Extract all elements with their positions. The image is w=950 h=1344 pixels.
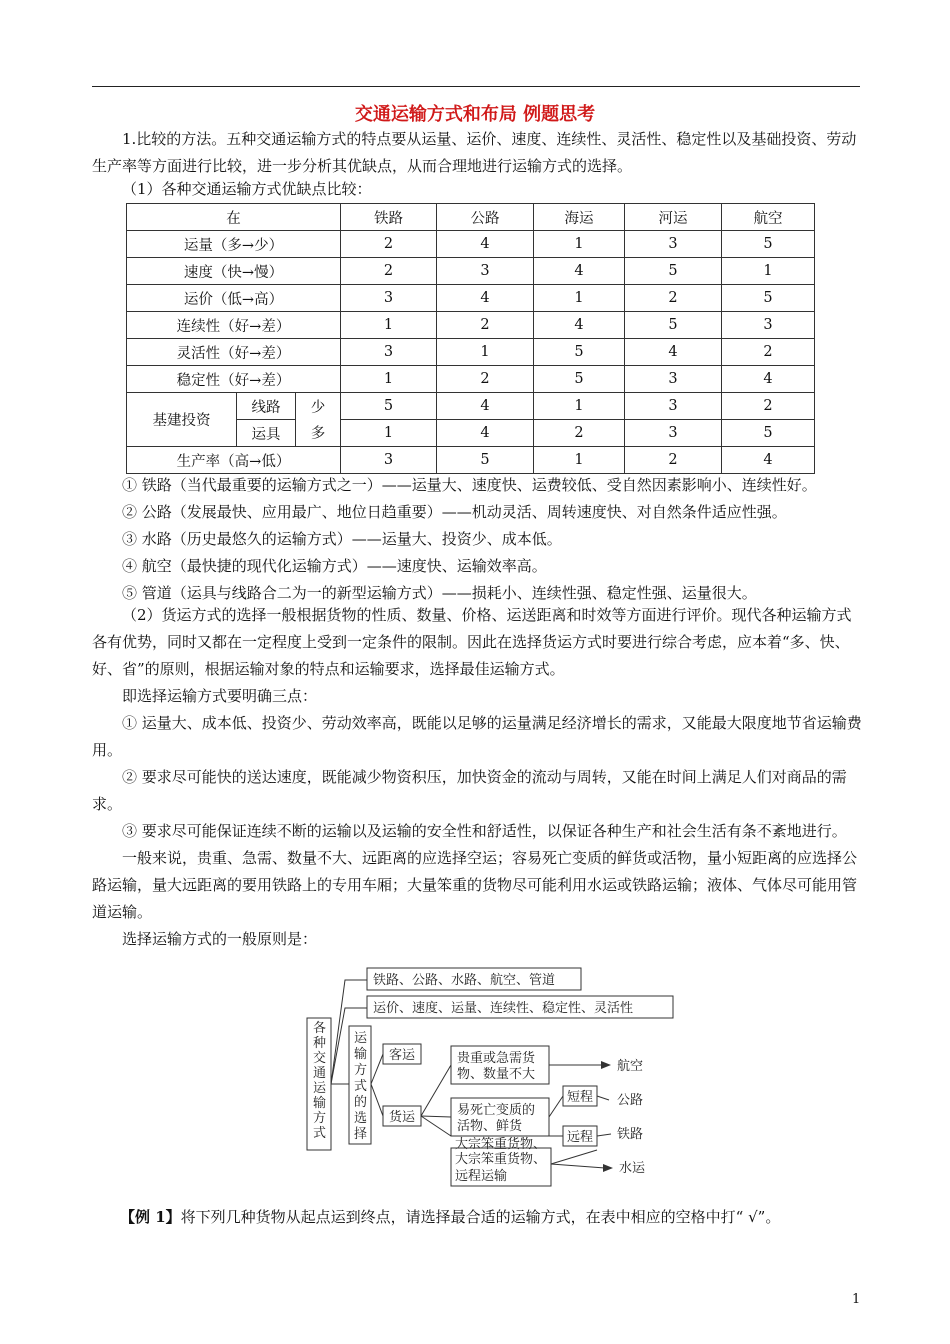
subtitle-1-text: （1）各种交通运输方式优缺点比较： [122,180,372,198]
table-cell: 3 [341,447,437,474]
intro-text: 1.比较的方法。五种交通运输方式的特点要从运量、运价、速度、连续性、灵活性、稳定性以及基础投资、劳动生产率等方面进行比较，进一步分析其优缺点，从而合理地进行运输方式的选择。 [92,130,857,175]
mode-item: ② 公路（发展最快、应用最广、地位日趋重要）——机动灵活、周转速度快、对自然条件适应性强。 [122,503,787,521]
connector [421,1116,451,1117]
main-char: 运 [313,1081,327,1096]
header-rule [92,86,860,87]
three-points-intro: 即选择运输方式要明确三点： [122,687,318,705]
long-label: 远程 [567,1130,594,1145]
table-cell: 3 [625,366,722,393]
table-cell: 1 [341,420,437,447]
top-branch-text: 铁路、公路、水路、航空、管道 [373,973,556,988]
invest-label: 基建投资 [127,393,237,447]
cargo3-line2-text: 远程运输 [455,1169,508,1184]
paragraph-2-text: （2）货运方式的选择一般根据货物的性质、数量、价格、运送距离和时效等方面进行评价。现代各种运输方式各有优势，同时又都在一定程度上受到一定条件的限制。因此在选择货运方式时要进行综合考虑，应本着“多、快、好、省”的原则，根据运输对象的特点和运输要求，选择最佳运输方式。 [92,606,852,678]
table-cell: 4 [625,339,722,366]
example-label: 【例 1】 [120,1208,181,1226]
table-cell: 3 [437,258,534,285]
table-cell: 5 [722,420,815,447]
table-cell: 5 [722,231,815,258]
table-row [127,447,815,474]
table-cell: 5 [534,339,625,366]
invest-mark: 多 [296,420,341,447]
table-cell: 2 [437,312,534,339]
table-cell: 4 [437,420,534,447]
table-cell: 4 [437,393,534,420]
row-label: 生产率（高→低） [127,447,341,474]
cargo3-line1-text: 大宗笨重货物、 [455,1152,547,1167]
table-row [127,258,815,285]
main-char: 方 [313,1111,327,1126]
choice-char: 选 [354,1111,368,1126]
table-header: 公路 [437,204,534,231]
table-cell: 2 [625,447,722,474]
main-char: 种 [313,1036,327,1051]
table-cell: 1 [341,366,437,393]
table-header: 铁路 [341,204,437,231]
table-cell: 5 [341,393,437,420]
choice-char: 择 [354,1127,368,1142]
row-label: 连续性（好→差） [127,312,341,339]
table-cell: 3 [722,312,815,339]
modes-list [92,472,862,607]
table-cell: 4 [534,312,625,339]
dest-rail: 铁路 [617,1127,644,1142]
table-header-row [127,204,815,231]
mode-item: ③ 水路（历史最悠久的运输方式）——运量大、投资少、成本低。 [122,530,562,548]
main-char: 式 [313,1126,327,1141]
arrow-road [597,1096,609,1100]
table-cell: 2 [722,393,815,420]
row-label: 运量（多→少） [127,231,341,258]
mode-item: ① 铁路（当代最重要的运输方式之一）——运量大、速度快、运费较低、受自然因素影响小、连续性好。 [122,476,817,494]
table-cell: 3 [625,420,722,447]
table-row [127,339,815,366]
table-cell: 1 [437,339,534,366]
arrowhead [603,1164,613,1172]
point-2: ② 要求尽可能快的送达速度，既能减少物资积压，加快资金的流动与周转，又能在时间上满足人们对商品的需求。 [92,768,847,813]
table-row [127,231,815,258]
choice-char: 运 [354,1031,368,1046]
general-rule: 一般来说，贵重、急需、数量不大、远距离的应选择空运；容易死亡变质的鲜货或活物，量小短距离的应选择公路运输，量大远距离的要用铁路上的专用车厢；大量笨重的货物尽可能利用水运或铁路运输；液体、气体尽可能用管道运输。 [92,849,858,921]
row-label: 稳定性（好→差） [127,366,341,393]
table-cell: 1 [534,285,625,312]
choice-char: 输 [354,1047,368,1062]
arrow-rail [597,1134,611,1136]
page-number: 1 [852,1292,861,1307]
connector [371,1084,383,1116]
connector [421,1116,451,1136]
passenger-label: 客运 [389,1048,416,1063]
dest-air: 航空 [617,1059,644,1074]
dest-road: 公路 [617,1093,644,1108]
table-cell: 2 [341,231,437,258]
main-char: 各 [313,1021,327,1036]
row-label: 运价（低→高） [127,285,341,312]
choice-char: 方 [354,1063,368,1078]
table-row [127,312,815,339]
table-cell: 3 [341,339,437,366]
table-header: 海运 [534,204,625,231]
invest-mark: 少 [296,393,341,420]
table-row [127,393,815,420]
mid-branch-text: 运价、速度、运量、连续性、稳定性、灵活性 [373,1001,634,1016]
connector [551,1150,597,1164]
example-1 [120,1204,880,1231]
table-cell: 2 [722,339,815,366]
cargo2-line2: 活物、鲜货 [457,1119,523,1134]
table-cell: 3 [625,393,722,420]
table-cell: 4 [437,231,534,258]
connector [549,1096,563,1117]
table-header: 航空 [722,204,815,231]
connector [421,1065,451,1116]
table-row [127,366,815,393]
table-cell: 1 [341,312,437,339]
table-cell: 1 [534,231,625,258]
table-cell: 2 [534,420,625,447]
table-cell: 3 [341,285,437,312]
table-cell: 2 [625,285,722,312]
table-cell: 4 [437,285,534,312]
table-cell: 4 [722,366,815,393]
cargo1-line1: 贵重或急需货 [457,1051,536,1066]
cargo1-line2: 物、数量不大 [457,1067,536,1082]
table-cell: 5 [722,285,815,312]
table-header: 河运 [625,204,722,231]
arrow-water [551,1164,605,1168]
main-char: 通 [313,1066,327,1081]
invest-sub-label: 运具 [237,420,296,447]
table-cell: 1 [722,258,815,285]
paragraph-2 [92,602,862,953]
table-cell: 4 [534,258,625,285]
selection-diagram [305,966,685,1156]
main-char: 交 [313,1051,327,1066]
arrowhead [601,1061,611,1069]
table-cell: 5 [625,258,722,285]
main-char: 输 [313,1096,327,1111]
connector [371,1054,383,1084]
comparison-table [126,203,815,474]
example-text: 将下列几种货物从起点运到终点，请选择最合适的运输方式，在表中相应的空格中打“ √”。 [180,1208,781,1226]
point-3: ③ 要求尽可能保证连续不断的运输以及运输的安全性和舒适性，以保证各种生产和社会生活有条不紊地进行。 [122,822,847,840]
row-label: 灵活性（好→差） [127,339,341,366]
page-title: 交通运输方式和布局 例题思考 [354,104,596,125]
table-cell: 3 [625,231,722,258]
cargo2-line1: 易死亡变质的 [457,1103,536,1118]
choice-char: 的 [354,1095,368,1110]
freight-label: 货运 [389,1110,416,1125]
subtitle-1 [92,176,862,203]
table-cell: 1 [534,447,625,474]
table-cell: 4 [722,447,815,474]
mode-item: ④ 航空（最快捷的现代化运输方式）——速度快、运输效率高。 [122,557,547,575]
invest-sub-label: 线路 [237,393,296,420]
selection-diagram-lower [305,1140,685,1190]
point-1: ① 运量大、成本低、投资少、劳动效率高，既能以足够的运量满足经济增长的需求，又能最大限度地节省运输费用。 [92,714,862,759]
dest-water-text: 水运 [619,1161,646,1176]
table-cell: 1 [534,393,625,420]
cargo3-line1: 大宗笨重货物、 [455,1137,547,1152]
table-cell: 5 [437,447,534,474]
table-corner: 在 [127,204,341,231]
table-cell: 2 [437,366,534,393]
table-cell: 2 [341,258,437,285]
row-label: 速度（快→慢） [127,258,341,285]
mode-item: ⑤ 管道（运具与线路合二为一的新型运输方式）——损耗小、连续性强、稳定性强、运量很大。 [122,584,757,602]
table-cell: 5 [534,366,625,393]
principle-intro: 选择运输方式的一般原则是： [122,930,318,948]
intro-paragraph [92,126,862,180]
choice-char: 式 [354,1079,368,1094]
short-label: 短程 [567,1090,594,1105]
table-row [127,285,815,312]
table-cell: 5 [625,312,722,339]
